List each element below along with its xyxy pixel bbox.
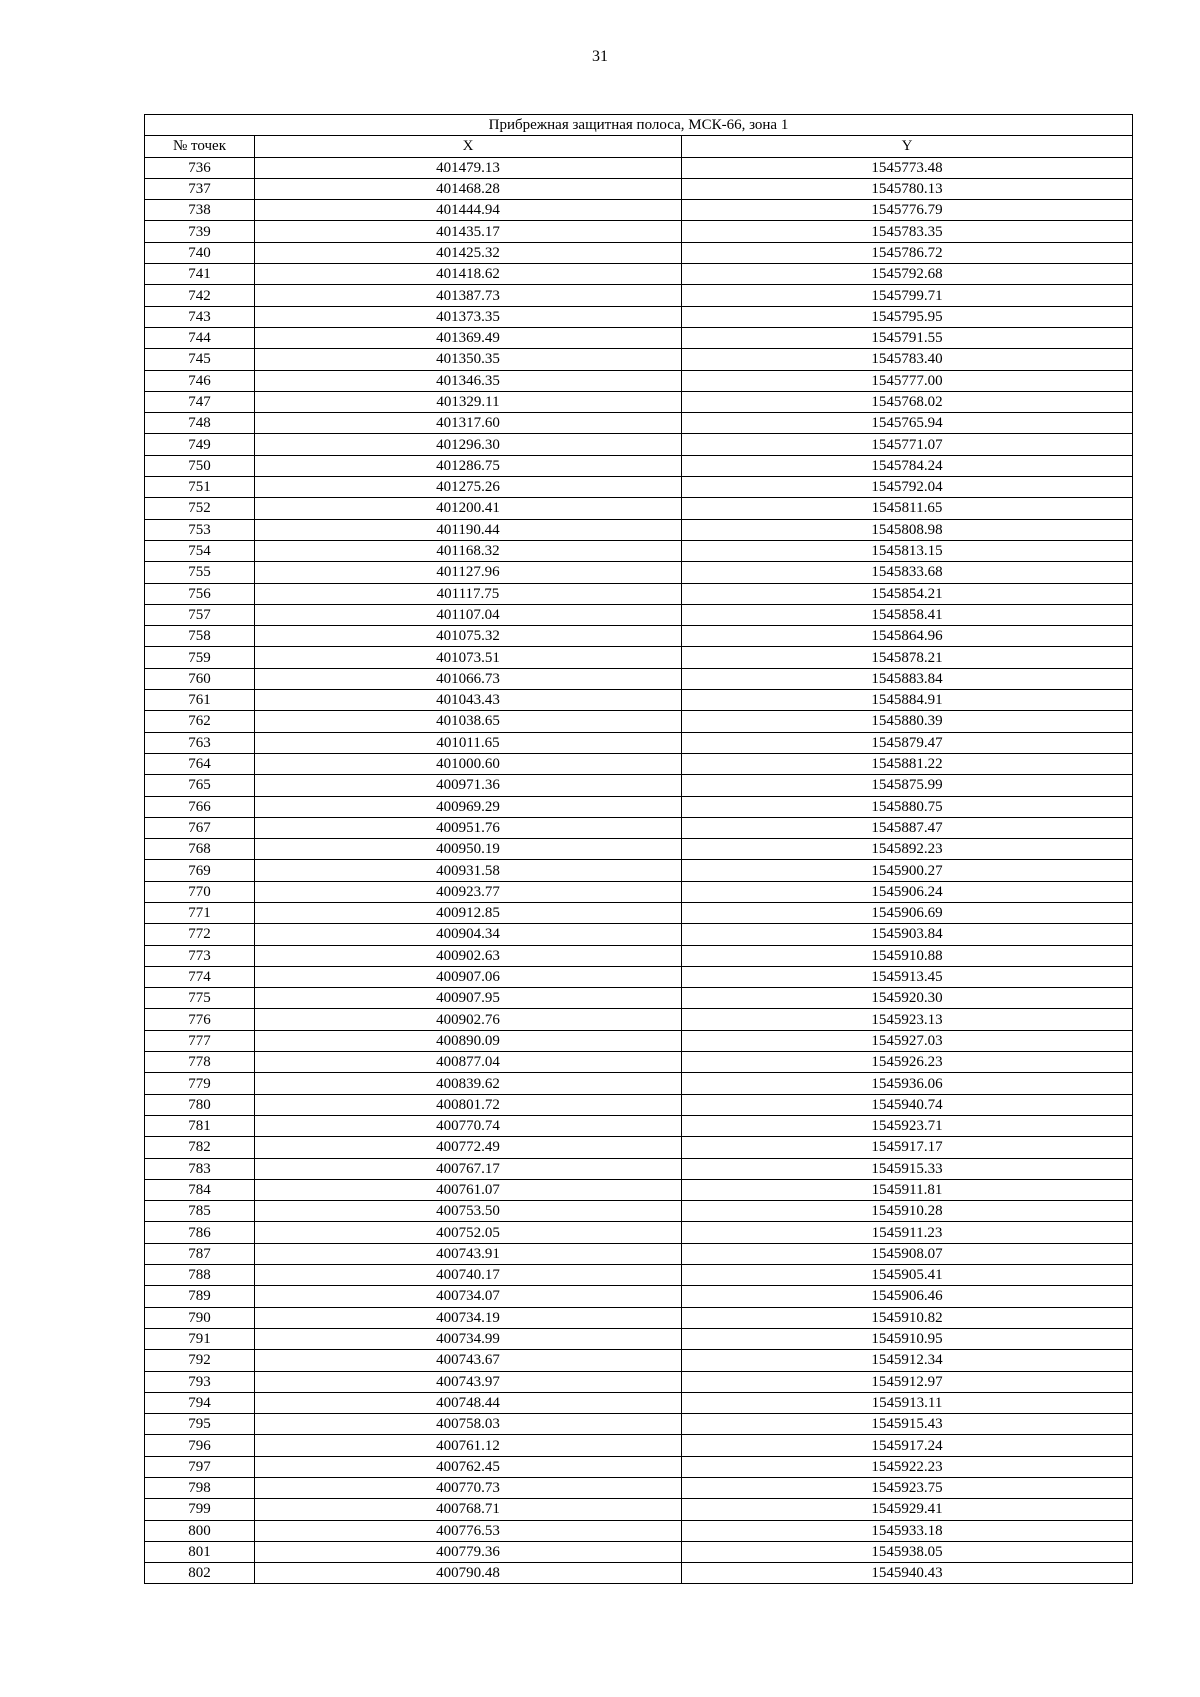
table-row <box>145 668 1133 689</box>
cell-point-number: 755 <box>145 562 255 583</box>
table-row <box>145 1222 1133 1243</box>
cell-x: 401073.51 <box>255 647 682 668</box>
cell-x: 400839.62 <box>255 1073 682 1094</box>
cell-x: 400776.53 <box>255 1520 682 1541</box>
cell-y: 1545906.69 <box>682 902 1133 923</box>
table-row <box>145 902 1133 923</box>
cell-point-number: 788 <box>145 1265 255 1286</box>
cell-x: 400743.97 <box>255 1371 682 1392</box>
cell-y: 1545892.23 <box>682 839 1133 860</box>
table-row <box>145 178 1133 199</box>
cell-y: 1545938.05 <box>682 1541 1133 1562</box>
cell-y: 1545883.84 <box>682 668 1133 689</box>
coordinates-table <box>144 114 1133 1584</box>
cell-x: 401444.94 <box>255 200 682 221</box>
cell-point-number: 772 <box>145 924 255 945</box>
cell-y: 1545887.47 <box>682 817 1133 838</box>
cell-y: 1545906.24 <box>682 881 1133 902</box>
cell-x: 401418.62 <box>255 264 682 285</box>
cell-y: 1545922.23 <box>682 1456 1133 1477</box>
cell-y: 1545795.95 <box>682 306 1133 327</box>
cell-point-number: 801 <box>145 1541 255 1562</box>
cell-point-number: 769 <box>145 860 255 881</box>
cell-y: 1545768.02 <box>682 391 1133 412</box>
cell-point-number: 796 <box>145 1435 255 1456</box>
cell-point-number: 758 <box>145 626 255 647</box>
cell-x: 401038.65 <box>255 711 682 732</box>
cell-y: 1545881.22 <box>682 753 1133 774</box>
table-row <box>145 413 1133 434</box>
table-row <box>145 775 1133 796</box>
cell-point-number: 738 <box>145 200 255 221</box>
cell-x: 401373.35 <box>255 306 682 327</box>
table-row <box>145 690 1133 711</box>
cell-x: 401296.30 <box>255 434 682 455</box>
table-row <box>145 391 1133 412</box>
table-row <box>145 1435 1133 1456</box>
cell-x: 401329.11 <box>255 391 682 412</box>
cell-point-number: 800 <box>145 1520 255 1541</box>
column-header-y: Y <box>682 136 1133 157</box>
cell-point-number: 781 <box>145 1115 255 1136</box>
cell-point-number: 752 <box>145 498 255 519</box>
cell-x: 400734.07 <box>255 1286 682 1307</box>
table-row <box>145 604 1133 625</box>
table-row <box>145 1499 1133 1520</box>
cell-x: 400907.95 <box>255 988 682 1009</box>
cell-point-number: 768 <box>145 839 255 860</box>
cell-y: 1545915.43 <box>682 1414 1133 1435</box>
cell-point-number: 776 <box>145 1009 255 1030</box>
cell-point-number: 753 <box>145 519 255 540</box>
table-row <box>145 498 1133 519</box>
cell-y: 1545864.96 <box>682 626 1133 647</box>
cell-point-number: 795 <box>145 1414 255 1435</box>
cell-y: 1545905.41 <box>682 1265 1133 1286</box>
table-row <box>145 732 1133 753</box>
cell-y: 1545910.28 <box>682 1201 1133 1222</box>
table-row <box>145 562 1133 583</box>
cell-y: 1545808.98 <box>682 519 1133 540</box>
table-row <box>145 945 1133 966</box>
cell-point-number: 757 <box>145 604 255 625</box>
cell-point-number: 743 <box>145 306 255 327</box>
cell-point-number: 784 <box>145 1179 255 1200</box>
cell-point-number: 782 <box>145 1137 255 1158</box>
table-row <box>145 647 1133 668</box>
table-row <box>145 817 1133 838</box>
cell-point-number: 789 <box>145 1286 255 1307</box>
table-row <box>145 1158 1133 1179</box>
cell-x: 401066.73 <box>255 668 682 689</box>
cell-x: 400950.19 <box>255 839 682 860</box>
cell-y: 1545799.71 <box>682 285 1133 306</box>
cell-point-number: 778 <box>145 1052 255 1073</box>
cell-point-number: 794 <box>145 1392 255 1413</box>
cell-x: 400762.45 <box>255 1456 682 1477</box>
cell-y: 1545910.82 <box>682 1307 1133 1328</box>
table-row <box>145 1179 1133 1200</box>
cell-y: 1545811.65 <box>682 498 1133 519</box>
cell-y: 1545929.41 <box>682 1499 1133 1520</box>
table-row <box>145 796 1133 817</box>
page-number: 31 <box>592 48 608 65</box>
cell-x: 401425.32 <box>255 242 682 263</box>
cell-x: 401369.49 <box>255 327 682 348</box>
cell-point-number: 740 <box>145 242 255 263</box>
cell-x: 400904.34 <box>255 924 682 945</box>
table-row <box>145 1115 1133 1136</box>
table-row <box>145 519 1133 540</box>
cell-y: 1545936.06 <box>682 1073 1133 1094</box>
cell-x: 400770.74 <box>255 1115 682 1136</box>
table-row <box>145 1094 1133 1115</box>
cell-y: 1545773.48 <box>682 157 1133 178</box>
table-row <box>145 1392 1133 1413</box>
cell-x: 400753.50 <box>255 1201 682 1222</box>
cell-x: 401107.04 <box>255 604 682 625</box>
table-row <box>145 455 1133 476</box>
table-row <box>145 285 1133 306</box>
cell-y: 1545917.24 <box>682 1435 1133 1456</box>
cell-y: 1545940.74 <box>682 1094 1133 1115</box>
table-row <box>145 349 1133 370</box>
cell-point-number: 748 <box>145 413 255 434</box>
table-row <box>145 583 1133 604</box>
cell-point-number: 754 <box>145 540 255 561</box>
table-row <box>145 1328 1133 1349</box>
cell-y: 1545813.15 <box>682 540 1133 561</box>
table-row <box>145 1520 1133 1541</box>
table-title: Прибрежная защитная полоса, МСК-66, зона 1 <box>145 115 1133 136</box>
cell-point-number: 777 <box>145 1030 255 1051</box>
cell-x: 400740.17 <box>255 1265 682 1286</box>
cell-x: 400912.85 <box>255 902 682 923</box>
table-row <box>145 242 1133 263</box>
cell-x: 400969.29 <box>255 796 682 817</box>
column-header-point-number: № точек <box>145 136 255 157</box>
cell-x: 400902.63 <box>255 945 682 966</box>
cell-point-number: 791 <box>145 1328 255 1349</box>
table-row <box>145 1307 1133 1328</box>
table-body <box>145 157 1133 1584</box>
cell-x: 400923.77 <box>255 881 682 902</box>
cell-x: 400890.09 <box>255 1030 682 1051</box>
table-row <box>145 1414 1133 1435</box>
cell-y: 1545913.11 <box>682 1392 1133 1413</box>
cell-point-number: 756 <box>145 583 255 604</box>
table-title-row <box>145 115 1133 136</box>
cell-x: 400768.71 <box>255 1499 682 1520</box>
cell-point-number: 763 <box>145 732 255 753</box>
cell-y: 1545923.13 <box>682 1009 1133 1030</box>
cell-x: 401317.60 <box>255 413 682 434</box>
cell-x: 401346.35 <box>255 370 682 391</box>
cell-x: 401168.32 <box>255 540 682 561</box>
cell-x: 400801.72 <box>255 1094 682 1115</box>
cell-point-number: 746 <box>145 370 255 391</box>
cell-y: 1545792.68 <box>682 264 1133 285</box>
cell-x: 400767.17 <box>255 1158 682 1179</box>
cell-point-number: 737 <box>145 178 255 199</box>
cell-y: 1545879.47 <box>682 732 1133 753</box>
cell-y: 1545910.95 <box>682 1328 1133 1349</box>
cell-point-number: 744 <box>145 327 255 348</box>
cell-x: 401190.44 <box>255 519 682 540</box>
cell-x: 400779.36 <box>255 1541 682 1562</box>
table-row <box>145 200 1133 221</box>
table-row <box>145 924 1133 945</box>
cell-x: 401117.75 <box>255 583 682 604</box>
cell-point-number: 786 <box>145 1222 255 1243</box>
cell-x: 400877.04 <box>255 1052 682 1073</box>
cell-y: 1545833.68 <box>682 562 1133 583</box>
cell-y: 1545926.23 <box>682 1052 1133 1073</box>
table-row <box>145 1371 1133 1392</box>
cell-point-number: 741 <box>145 264 255 285</box>
cell-x: 400761.12 <box>255 1435 682 1456</box>
cell-x: 400907.06 <box>255 966 682 987</box>
table-row <box>145 881 1133 902</box>
cell-x: 400772.49 <box>255 1137 682 1158</box>
table-row <box>145 540 1133 561</box>
table-row <box>145 1243 1133 1264</box>
table-row <box>145 860 1133 881</box>
cell-point-number: 792 <box>145 1350 255 1371</box>
table-row <box>145 1541 1133 1562</box>
cell-y: 1545786.72 <box>682 242 1133 263</box>
table-row <box>145 1137 1133 1158</box>
cell-x: 401479.13 <box>255 157 682 178</box>
table-row <box>145 264 1133 285</box>
cell-y: 1545777.00 <box>682 370 1133 391</box>
cell-y: 1545917.17 <box>682 1137 1133 1158</box>
cell-y: 1545923.75 <box>682 1478 1133 1499</box>
cell-x: 400734.19 <box>255 1307 682 1328</box>
table-row <box>145 1456 1133 1477</box>
cell-y: 1545771.07 <box>682 434 1133 455</box>
cell-y: 1545780.13 <box>682 178 1133 199</box>
cell-point-number: 764 <box>145 753 255 774</box>
table-row <box>145 370 1133 391</box>
cell-point-number: 790 <box>145 1307 255 1328</box>
cell-y: 1545878.21 <box>682 647 1133 668</box>
cell-x: 401000.60 <box>255 753 682 774</box>
table-row <box>145 1478 1133 1499</box>
cell-y: 1545783.40 <box>682 349 1133 370</box>
cell-y: 1545792.04 <box>682 477 1133 498</box>
cell-x: 400951.76 <box>255 817 682 838</box>
cell-point-number: 770 <box>145 881 255 902</box>
table-row <box>145 221 1133 242</box>
cell-point-number: 742 <box>145 285 255 306</box>
cell-y: 1545884.91 <box>682 690 1133 711</box>
cell-point-number: 750 <box>145 455 255 476</box>
cell-point-number: 760 <box>145 668 255 689</box>
cell-x: 401468.28 <box>255 178 682 199</box>
cell-y: 1545784.24 <box>682 455 1133 476</box>
cell-point-number: 767 <box>145 817 255 838</box>
cell-y: 1545911.23 <box>682 1222 1133 1243</box>
cell-y: 1545915.33 <box>682 1158 1133 1179</box>
table-row <box>145 1286 1133 1307</box>
cell-x: 400734.99 <box>255 1328 682 1349</box>
table-row <box>145 1009 1133 1030</box>
cell-y: 1545940.43 <box>682 1563 1133 1584</box>
cell-point-number: 785 <box>145 1201 255 1222</box>
table-row <box>145 1350 1133 1371</box>
table-row <box>145 1030 1133 1051</box>
cell-y: 1545906.46 <box>682 1286 1133 1307</box>
cell-y: 1545908.07 <box>682 1243 1133 1264</box>
cell-y: 1545900.27 <box>682 860 1133 881</box>
cell-point-number: 765 <box>145 775 255 796</box>
cell-point-number: 775 <box>145 988 255 1009</box>
cell-point-number: 762 <box>145 711 255 732</box>
cell-point-number: 780 <box>145 1094 255 1115</box>
table-row <box>145 753 1133 774</box>
cell-y: 1545911.81 <box>682 1179 1133 1200</box>
cell-point-number: 759 <box>145 647 255 668</box>
table-row <box>145 1265 1133 1286</box>
cell-x: 401387.73 <box>255 285 682 306</box>
cell-point-number: 761 <box>145 690 255 711</box>
table-row <box>145 306 1133 327</box>
cell-x: 401127.96 <box>255 562 682 583</box>
cell-point-number: 798 <box>145 1478 255 1499</box>
table-row <box>145 1201 1133 1222</box>
cell-x: 400758.03 <box>255 1414 682 1435</box>
cell-x: 400770.73 <box>255 1478 682 1499</box>
table-row <box>145 477 1133 498</box>
cell-y: 1545858.41 <box>682 604 1133 625</box>
cell-point-number: 745 <box>145 349 255 370</box>
cell-point-number: 793 <box>145 1371 255 1392</box>
cell-point-number: 766 <box>145 796 255 817</box>
cell-x: 401275.26 <box>255 477 682 498</box>
cell-x: 400790.48 <box>255 1563 682 1584</box>
cell-point-number: 747 <box>145 391 255 412</box>
cell-x: 401200.41 <box>255 498 682 519</box>
cell-y: 1545791.55 <box>682 327 1133 348</box>
column-header-x: X <box>255 136 682 157</box>
cell-point-number: 802 <box>145 1563 255 1584</box>
cell-point-number: 751 <box>145 477 255 498</box>
cell-point-number: 799 <box>145 1499 255 1520</box>
cell-point-number: 774 <box>145 966 255 987</box>
cell-x: 400902.76 <box>255 1009 682 1030</box>
cell-x: 400752.05 <box>255 1222 682 1243</box>
cell-y: 1545783.35 <box>682 221 1133 242</box>
table-row <box>145 988 1133 1009</box>
cell-y: 1545880.75 <box>682 796 1133 817</box>
cell-y: 1545927.03 <box>682 1030 1133 1051</box>
cell-x: 400971.36 <box>255 775 682 796</box>
cell-x: 400761.07 <box>255 1179 682 1200</box>
cell-point-number: 771 <box>145 902 255 923</box>
cell-x: 401350.35 <box>255 349 682 370</box>
cell-y: 1545875.99 <box>682 775 1133 796</box>
cell-x: 401435.17 <box>255 221 682 242</box>
cell-y: 1545912.34 <box>682 1350 1133 1371</box>
cell-x: 400743.67 <box>255 1350 682 1371</box>
table-row <box>145 839 1133 860</box>
cell-x: 401075.32 <box>255 626 682 647</box>
cell-y: 1545765.94 <box>682 413 1133 434</box>
cell-x: 400931.58 <box>255 860 682 881</box>
cell-point-number: 773 <box>145 945 255 966</box>
cell-y: 1545903.84 <box>682 924 1133 945</box>
cell-point-number: 749 <box>145 434 255 455</box>
cell-x: 400743.91 <box>255 1243 682 1264</box>
table-header-row <box>145 136 1133 157</box>
cell-y: 1545854.21 <box>682 583 1133 604</box>
cell-y: 1545933.18 <box>682 1520 1133 1541</box>
table-row <box>145 711 1133 732</box>
cell-y: 1545923.71 <box>682 1115 1133 1136</box>
cell-point-number: 783 <box>145 1158 255 1179</box>
cell-point-number: 779 <box>145 1073 255 1094</box>
cell-y: 1545920.30 <box>682 988 1133 1009</box>
cell-y: 1545912.97 <box>682 1371 1133 1392</box>
table-row <box>145 1052 1133 1073</box>
table-row <box>145 626 1133 647</box>
cell-x: 401011.65 <box>255 732 682 753</box>
table-row <box>145 434 1133 455</box>
cell-point-number: 739 <box>145 221 255 242</box>
cell-y: 1545910.88 <box>682 945 1133 966</box>
cell-y: 1545913.45 <box>682 966 1133 987</box>
cell-x: 401286.75 <box>255 455 682 476</box>
table-row <box>145 1563 1133 1584</box>
table-row <box>145 327 1133 348</box>
table-row <box>145 966 1133 987</box>
table-row <box>145 157 1133 178</box>
cell-point-number: 787 <box>145 1243 255 1264</box>
cell-x: 401043.43 <box>255 690 682 711</box>
cell-y: 1545880.39 <box>682 711 1133 732</box>
cell-point-number: 736 <box>145 157 255 178</box>
cell-point-number: 797 <box>145 1456 255 1477</box>
cell-x: 400748.44 <box>255 1392 682 1413</box>
cell-y: 1545776.79 <box>682 200 1133 221</box>
table-row <box>145 1073 1133 1094</box>
